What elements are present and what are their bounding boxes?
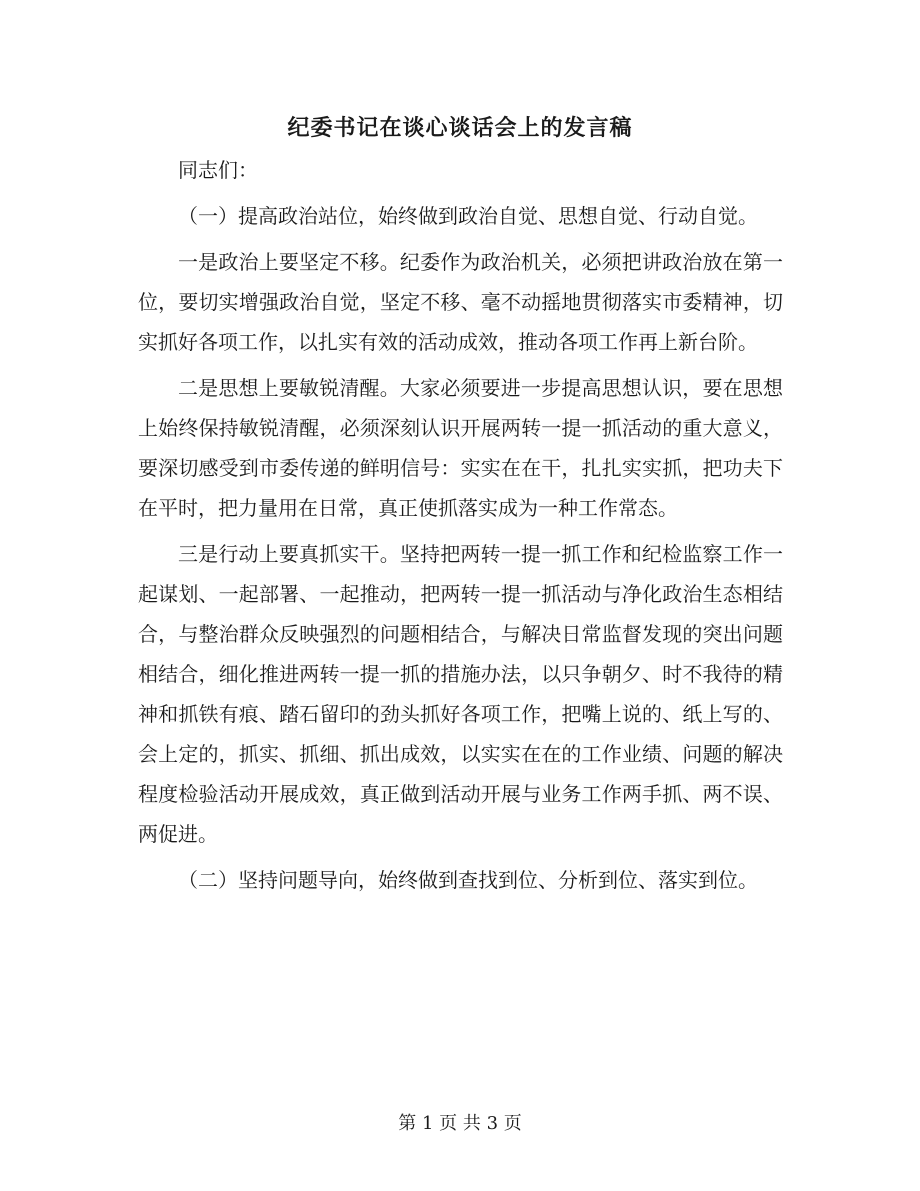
section-one-heading: （一）提高政治站位，始终做到政治自觉、思想自觉、行动自觉。 <box>178 204 758 228</box>
document-title: 纪委书记在谈心谈话会上的发言稿 <box>287 115 633 141</box>
page-number-footer: 第 1 页 共 3 页 <box>398 1113 522 1134</box>
document-body <box>138 150 783 906</box>
greeting-paragraph: 同志们： <box>178 158 258 182</box>
paragraph-action: 三是行动上要真抓实干。坚持把两转一提一抓工作和纪检监察工作一起谋划、一起部署、一起推动，把两转一提一抓活动与净化政治生态相结合，与整治群众反映强烈的问题相结合，与解决日常监督发现的突出问题相结合，细化推进两转一提一抓的措施办法，以只争朝夕、时不我待的精神和抓铁有痕、踏石留印的劲头抓好各项工作，把嘴上说的、纸上写的、会上定的，抓实、抓细、抓出成效，以实实在在的工作业绩、问题的解决程度检验活动开展成效，真正做到活动开展与业务工作两手抓、两不误、两促进。 <box>138 542 783 846</box>
paragraph-thought: 二是思想上要敏锐清醒。大家必须要进一步提高思想认识，要在思想上始终保持敏锐清醒，必须深刻认识开展两转一提一抓活动的重大意义，要深切感受到市委传递的鲜明信号：实实在在干，扎扎实实抓，把功夫下在平时，把力量用在日常，真正使抓落实成为一种工作常态。 <box>138 376 783 520</box>
section-two-heading: （二）坚持问题导向，始终做到查找到位、分析到位、落实到位。 <box>178 868 758 892</box>
paragraph-political: 一是政治上要坚定不移。纪委作为政治机关，必须把讲政治放在第一位，要切实增强政治自觉，坚定不移、毫不动摇地贯彻落实市委精神，切实抓好各项工作，以扎实有效的活动成效，推动各项工作再上新台阶。 <box>138 250 783 354</box>
